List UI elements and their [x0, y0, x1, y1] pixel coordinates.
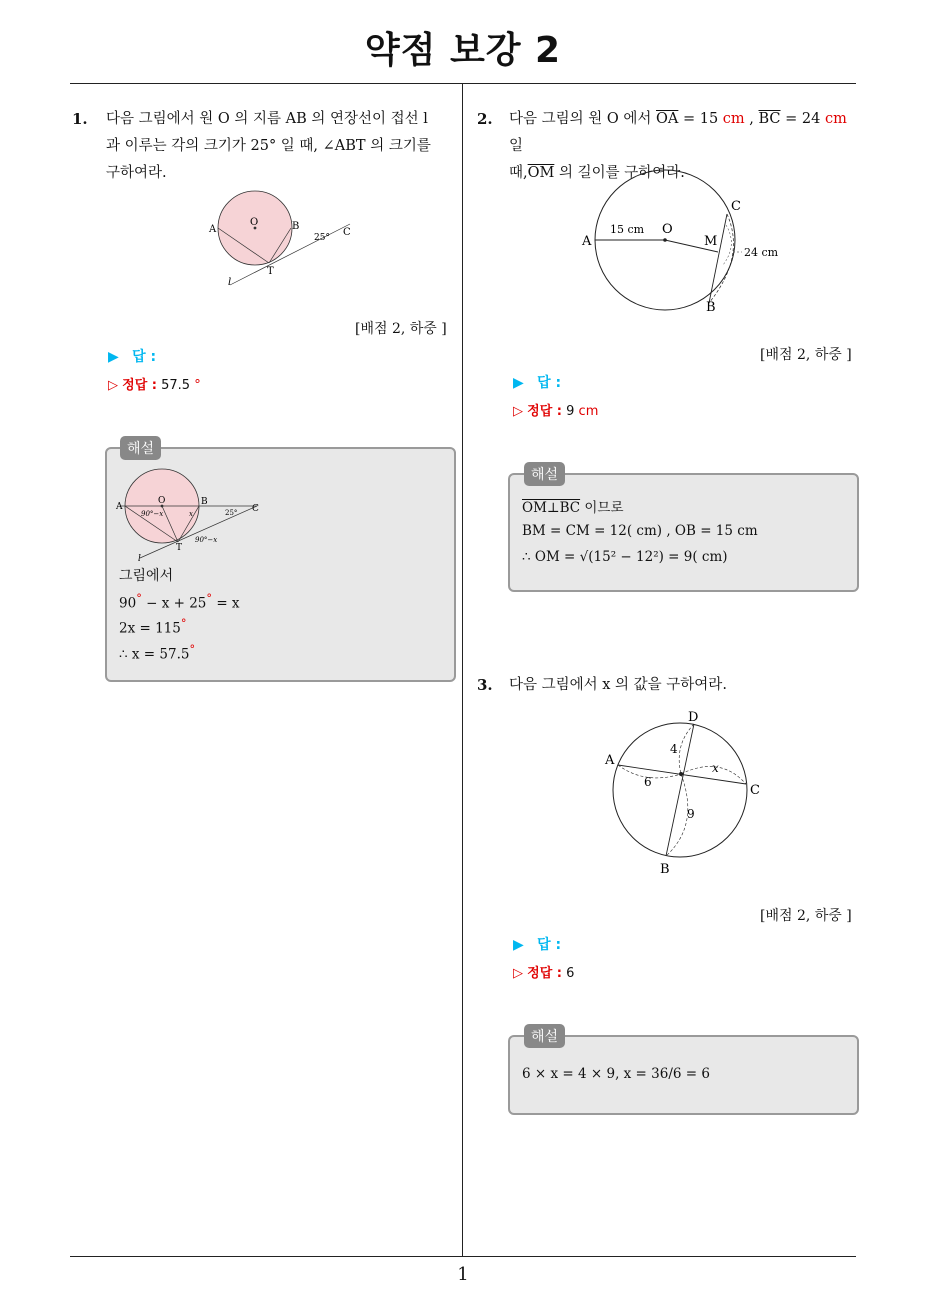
q3-expl-line: 6 × x = 4 × 9, x = 36/6 = 6 — [522, 1066, 710, 1082]
q1-text-line1: 다음 그림에서 원 O 의 지름 AB 의 연장선이 접선 l — [106, 111, 428, 127]
header-rule — [70, 83, 856, 84]
q1-expl-line2 — [119, 592, 240, 612]
q2-fig-label-c: C — [731, 199, 741, 214]
q1-number: 1. — [72, 110, 88, 128]
q1-answer-label: 답 : — [132, 349, 157, 365]
q1-expl-line2-deg1: ° — [136, 592, 142, 605]
q1-expl-line3-a: 2x = 115 — [119, 620, 181, 637]
q1-correct-label: 정답 : — [122, 378, 157, 393]
q1-fig-label-o: O — [250, 217, 259, 228]
q3-explanation-tag: 해설 — [524, 1024, 565, 1048]
q2-text-line2b: 의 길이를 구하여라. — [554, 165, 685, 181]
q2-explanation-tag: 해설 — [524, 462, 565, 486]
q2-text-c: , — [744, 111, 759, 127]
q1-expl-label-l: l — [138, 554, 141, 564]
q3-correct-label: 정답 : — [527, 966, 562, 981]
q1-expl-line1: 그림에서 — [119, 568, 174, 584]
q2-fig-label-r: 15 cm — [610, 223, 645, 236]
q2-answer-label: 답 : — [537, 375, 562, 391]
q3-fig-label-4: 4 — [670, 742, 678, 756]
q2-text-a: 다음 그림의 원 O 에서 — [509, 111, 656, 127]
q1-correct — [108, 374, 201, 393]
q1-expl-label-b: B — [201, 497, 208, 507]
q1-fig-label-l: l — [228, 277, 232, 288]
q2-expl-line1-a: OM⊥BC — [522, 500, 581, 516]
q2-text-unit2: cm — [824, 111, 847, 127]
q1-fig-label-c: C — [343, 227, 351, 238]
q1-text-line2: 과 이루는 각의 크기가 25° 일 때, ∠ABT 의 크기를 — [106, 138, 431, 154]
q3-number: 3. — [477, 676, 493, 694]
q1-expl-line4-a: ∴ x = 57.5 — [119, 646, 190, 663]
q2-expl-line1-b: 이므로 — [580, 500, 624, 516]
q3-fig-label-c: C — [750, 783, 760, 798]
q2-text-unit1: cm — [722, 111, 745, 127]
q2-answer — [513, 372, 561, 392]
q2-correct-arrow-icon: ▷ — [513, 404, 523, 419]
q3-correct-value: 6 — [566, 966, 575, 981]
q2-text-oa: $\overline{OA}$ — [656, 111, 679, 127]
q3-answer-label: 답 : — [537, 937, 562, 953]
q2-fig-label-o: O — [662, 222, 673, 237]
q3-answer — [513, 934, 561, 954]
q1-answer — [108, 346, 156, 366]
q3-fig-label-d: D — [688, 710, 699, 725]
q1-expl-line2-c: − x + 25 — [141, 595, 207, 612]
q1-expl-line2-e: = x — [212, 595, 240, 612]
q2-number: 2. — [477, 110, 493, 128]
q2-text-line2a: 때, — [509, 165, 528, 181]
q1-expl-label-a: A — [116, 502, 123, 512]
q1-expl-label-c: C — [252, 504, 259, 514]
q1-answer-arrow-icon: ▶ — [108, 349, 119, 365]
q1-fig-label-angle: 25° — [314, 233, 330, 243]
q1-fig-label-b: B — [292, 221, 300, 232]
q3-fig-label-9: 9 — [687, 807, 695, 821]
q3-correct — [513, 962, 574, 981]
q1-fig-label-t: T — [267, 266, 274, 277]
q2-text-line1 — [509, 106, 861, 160]
q1-correct-unit: ° — [194, 378, 201, 393]
q2-expl-line1 — [522, 496, 624, 516]
q1-expl-line2-deg2: ° — [206, 592, 213, 605]
q1-expl-line3 — [119, 617, 187, 637]
q2-figure — [578, 165, 788, 315]
q2-correct-unit: cm — [578, 404, 599, 419]
q2-fig-label-bc: 24 cm — [744, 246, 779, 259]
q2-expl-line2: BM = CM = 12( cm) , OB = 15 cm — [522, 523, 758, 539]
q2-correct-value: 9 — [566, 404, 575, 419]
q2-text-d: = 24 — [780, 111, 825, 127]
q2-text-om: $\overline{OM}$ — [527, 165, 555, 181]
q1-expl-line4-deg: ° — [189, 643, 196, 656]
q2-fig-label-a: A — [582, 234, 592, 249]
q1-expl-label-a1: 90°−x — [141, 510, 164, 518]
q1-expl-line4 — [119, 643, 195, 663]
q1-correct-value: 57.5 — [161, 378, 191, 393]
q3-text: 다음 그림에서 x 의 값을 구하여라. — [509, 677, 727, 693]
column-divider — [462, 84, 463, 1256]
q1-figure — [205, 188, 365, 293]
q1-expl-label-o: O — [158, 496, 166, 506]
q2-correct — [513, 400, 598, 419]
q3-fig-label-x: x — [712, 761, 719, 775]
q1-explanation-figure — [115, 466, 265, 564]
q1-expl-label-t: T — [176, 543, 183, 553]
footer-rule — [70, 1256, 856, 1257]
q1-expl-label-a2: x — [189, 510, 193, 518]
q3-answer-arrow-icon: ▶ — [513, 937, 524, 953]
q1-text — [106, 106, 456, 187]
q1-explanation-tag: 해설 — [120, 436, 161, 460]
q1-expl-line3-deg: ° — [180, 617, 187, 630]
q3-correct-arrow-icon: ▷ — [513, 966, 523, 981]
page-number: 1 — [457, 1264, 469, 1285]
q3-fig-label-a: A — [605, 753, 615, 768]
q1-correct-arrow-icon: ▷ — [108, 378, 118, 393]
q2-fig-label-b: B — [706, 300, 716, 315]
q2-text-bc: $\overline{BC}$ — [758, 111, 781, 127]
q2-score: [배점 2, 하중 ] — [760, 347, 852, 363]
page-title: 약점 보강 2 — [364, 30, 562, 71]
q3-figure — [600, 705, 770, 880]
q2-correct-label: 정답 : — [527, 404, 562, 419]
q1-text-line3: 구하여라. — [106, 165, 167, 181]
q2-text-e: 일 — [509, 138, 524, 154]
q3-fig-label-6: 6 — [644, 775, 652, 789]
q2-answer-arrow-icon: ▶ — [513, 375, 524, 391]
q3-score: [배점 2, 하중 ] — [760, 908, 852, 924]
q1-expl-label-a3: 25° — [225, 509, 238, 517]
q2-expl-line3: ∴ OM = √(15² − 12²) = 9( cm) — [522, 549, 728, 565]
q2-text-b: = 15 — [678, 111, 723, 127]
q1-expl-label-a4: 90°−x — [195, 536, 218, 544]
q3-fig-label-b: B — [660, 862, 670, 877]
q1-score: [배점 2, 하중 ] — [355, 321, 447, 337]
q2-fig-label-m: M — [704, 234, 718, 249]
q1-expl-line2-a: 90 — [119, 595, 137, 612]
q1-fig-label-a: A — [209, 224, 217, 235]
